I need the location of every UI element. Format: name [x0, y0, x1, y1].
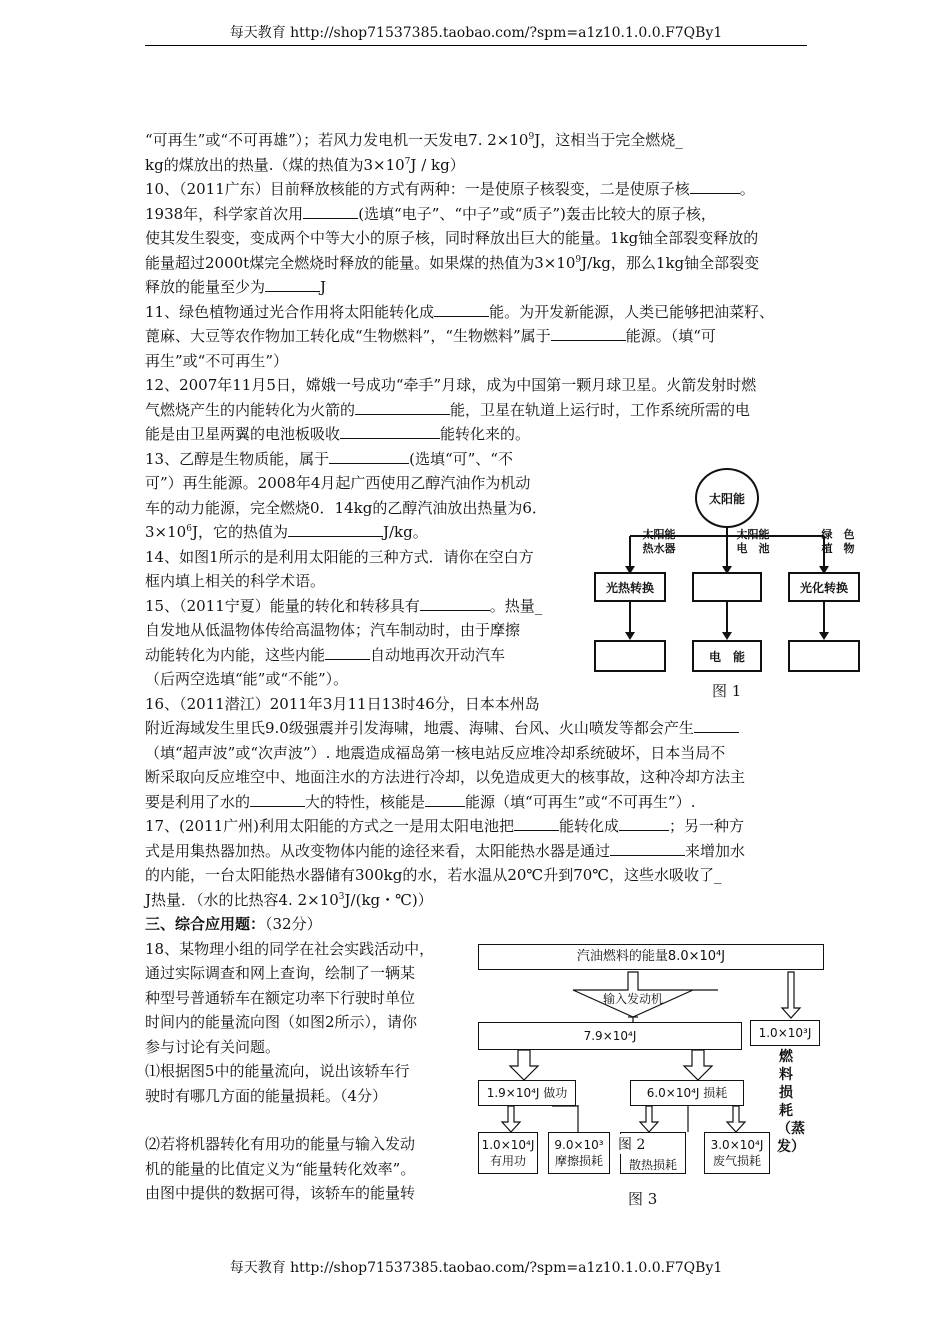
q12-line3: 能是由卫星两翼的电池板吸收 能转化来的。: [145, 425, 531, 443]
useful-work-label: 有用功: [489, 1154, 526, 1168]
q13-line4: $3\times 10^6J$，它的热值为 J/kg。: [145, 523, 428, 541]
q10-line4: 能量超过2000t煤完全燃烧时释放的能量。如果煤的热值为$3\times 10^9J/kg$，那么1kg铀全部裂变: [145, 253, 760, 272]
q16-line2: 附近海域发生里氏9.0级强震并引发海啸，地震、海啸、台风、火山喷发等都会产生: [145, 716, 810, 741]
q10-line3: 使其发生裂变，变成两个中等大小的原子核，同时释放出巨大的能量。1kg铀全部裂变释放的: [145, 229, 759, 247]
box-blank-right: [788, 640, 860, 672]
q11-line3: 再生”或“不可再生”）: [145, 351, 289, 370]
friction-loss-value: 9.0×10³: [554, 1138, 604, 1152]
q15-line3: 动能转化为内能，这些内能 自动地再次开动汽车: [145, 645, 506, 664]
q18-line5: 参与讨论有关问题。: [145, 1037, 281, 1056]
q18-line1: 18、某物理小组的同学在社会实践活动中，: [145, 939, 435, 958]
figure-3-caption: 图 3: [628, 1190, 658, 1208]
box-useful-work: [478, 1132, 538, 1174]
box-fuel-loss-value: 1.0×10³J: [750, 1020, 820, 1046]
label-solar-water-heater: 太阳能 热水器: [642, 528, 676, 555]
box-photothermal: 光热转换: [594, 572, 666, 602]
q18-part2-line3: 由图中提供的数据可得，该轿车的能量转: [145, 1184, 416, 1202]
q12-line2: 气燃烧产生的内能转化为火箭的 能，卫星在轨道上运行时，工作系统所需的电: [145, 400, 751, 419]
page-footer: 每天教育 http://shop71537385.taobao.com/?spm=a1z10.1.0.0.F7QBy1: [229, 1260, 723, 1276]
box-engine-input-energy: 7.9×10⁴J: [478, 1022, 742, 1050]
q18-line3: 种型号普通轿车在额定功率下行驶时单位: [145, 988, 416, 1007]
q17-line3: 的内能，一台太阳能热水器储有300kg的水，若水温从20℃升到70℃，这些水吸收了_: [145, 866, 722, 884]
q17-line2: 式是用集热器加热。从改变物体内能的途径来看，太阳能热水器是通过 来增加水: [145, 841, 746, 860]
q16-line4: 断采取向反应堆空中、地面注水的方法进行冷却，以免造成更大的核事故，这种冷却方法主: [145, 768, 746, 786]
q13-line2: 可”）再生能源。2008年4月起广西使用乙醇汽油作为机动: [145, 474, 531, 492]
exhaust-loss-value: 3.0×10⁴J: [710, 1138, 764, 1152]
section3-title: 三、综合应用题：（32分）: [145, 915, 322, 933]
q13-16-wrap: [145, 447, 580, 717]
sun-circle: 太阳能: [695, 468, 759, 528]
q11-line1: 11、绿色植物通过光合作用将太阳能转化成 能。为开发新能源，人类已能够把油菜籽、: [145, 302, 775, 321]
box-exhaust-loss: [704, 1132, 770, 1174]
q16-line5: 要是利用了水的 大的特性，核能是 能源（填“可再生”或“不可再生”）.: [145, 792, 696, 811]
label-solar-cell: 太阳能 电 池: [736, 528, 770, 555]
q14-line1: 14、如图1所示的是利用太阳能的三种方式．请你在空白方: [145, 547, 534, 566]
q10-line5: 释放的能量至少为 J: [145, 278, 327, 296]
box-electric-energy: 电 能: [692, 640, 762, 672]
exhaust-loss-label: 废气损耗: [712, 1154, 761, 1168]
box-friction-loss: [548, 1132, 610, 1174]
label-input-engine: 输入发动机: [602, 992, 663, 1006]
q9-line1: “可再生”或“不可再雄”）；若风力发电机一天发电7. $2\times 10^9J$，这相当于完全燃烧_: [145, 131, 683, 149]
q11-line2: 蓖麻、大豆等农作物加工转化成“生物燃料”，“生物燃料”属于 能源。（填“可: [145, 327, 716, 345]
figure-1-solar-diagram: [590, 468, 865, 704]
box-gasoline-energy: 汽油燃料的能量8.0×10⁴J: [478, 944, 824, 970]
label-green-plants: 绿 色 植 物: [821, 528, 855, 555]
q18-wrap: [145, 937, 463, 1206]
q13-line1: 13、乙醇是生物质能，属于 (选填“可”、“不: [145, 449, 513, 468]
box-work: 1.9×10⁴J 做功: [478, 1080, 576, 1106]
page-header: 每天教育 http://shop71537385.taobao.com/?spm=a1z10.1.0.0.F7QBy1: [229, 25, 723, 41]
q18-part1-line1: ⑴根据图5中的能量流向，说出该轿车行: [145, 1062, 410, 1080]
figure-1-caption: 图 1: [712, 682, 742, 700]
q10-line2: 1938年，科学家首次用 (选填“电子”、“中子”或“质子”)轰击比较大的原子核，: [145, 204, 716, 223]
q18-part2-line1: ⑵若将机器转化有用功的能量与输入发动: [145, 1135, 416, 1153]
box-loss: 6.0×10⁴J 损耗: [630, 1080, 744, 1106]
figure-3-energy-flow: [478, 942, 840, 1212]
q18-part2-line2: 机的能量的比值定义为“能量转化效率”。: [145, 1159, 416, 1178]
heat-loss-label: 散热损耗: [628, 1158, 677, 1172]
figure-2-label: 图 2: [616, 1134, 647, 1154]
q13-line3: 车的动力能源，完全燃烧0．14kg的乙醇汽油放出热量为6．: [145, 498, 547, 517]
q12-line1: 12、2007年11月5日，嫦娥一号成功“牵手”月球，成为中国第一颗月球卫星。火箭发射时燃: [145, 376, 757, 394]
q14-line2: 框内填上相关的科学术语。: [145, 572, 326, 590]
q10-line1: 10、（2011广东）目前释放核能的方式有两种：一是使原子核裂变，二是使原子核 。: [145, 180, 755, 198]
box-blank-middle: [692, 572, 762, 602]
q18-line2: 通过实际调查和网上查询，绘制了一辆某: [145, 964, 416, 982]
q15-line2: 自发地从低温物体传给高温物体；汽车制动时，由于摩擦: [145, 621, 521, 639]
q15-line1: 15、（2011宁夏）能量的转化和转移具有 。热量_: [145, 596, 543, 615]
header-rule: [145, 45, 807, 46]
box-photochemical: 光化转换: [788, 572, 860, 602]
q18-line4: 时间内的能量流向图（如图2所示），请你: [145, 1013, 418, 1031]
q18-part1-line2: 驶时有哪几方面的能量损耗。（4分）: [145, 1086, 388, 1105]
q17-line1: 17、(2011广州)利用太阳能的方式之一是用太阳电池把 能转化成 ；另一种方: [145, 817, 744, 835]
label-fuel-evaporation-loss: 燃料损耗（蒸发）: [777, 1049, 805, 1155]
box-blank-left: [594, 640, 666, 672]
friction-loss-label: 摩擦损耗: [554, 1154, 603, 1168]
q15-line4: （后两空选填“能”或“不能”）。: [145, 670, 349, 688]
q16-line3: （填“超声波”或“次声波”）. 地震造成福岛第一核电站反应堆冷却系统破坏，日本当局不: [145, 743, 726, 762]
q16-line1: 16、（2011潜江）2011年3月11日13时46分，日本本州岛: [145, 694, 540, 713]
q9-line2: kg的煤放出的热量.（煤的热值为$3\times 10^7J / kg$）: [145, 155, 465, 174]
useful-work-value: 1.0×10⁴J: [481, 1138, 535, 1152]
q17-line4: J热量．（水的比热容4. $2\times 10^3J/(kg$・℃)）: [145, 890, 433, 909]
